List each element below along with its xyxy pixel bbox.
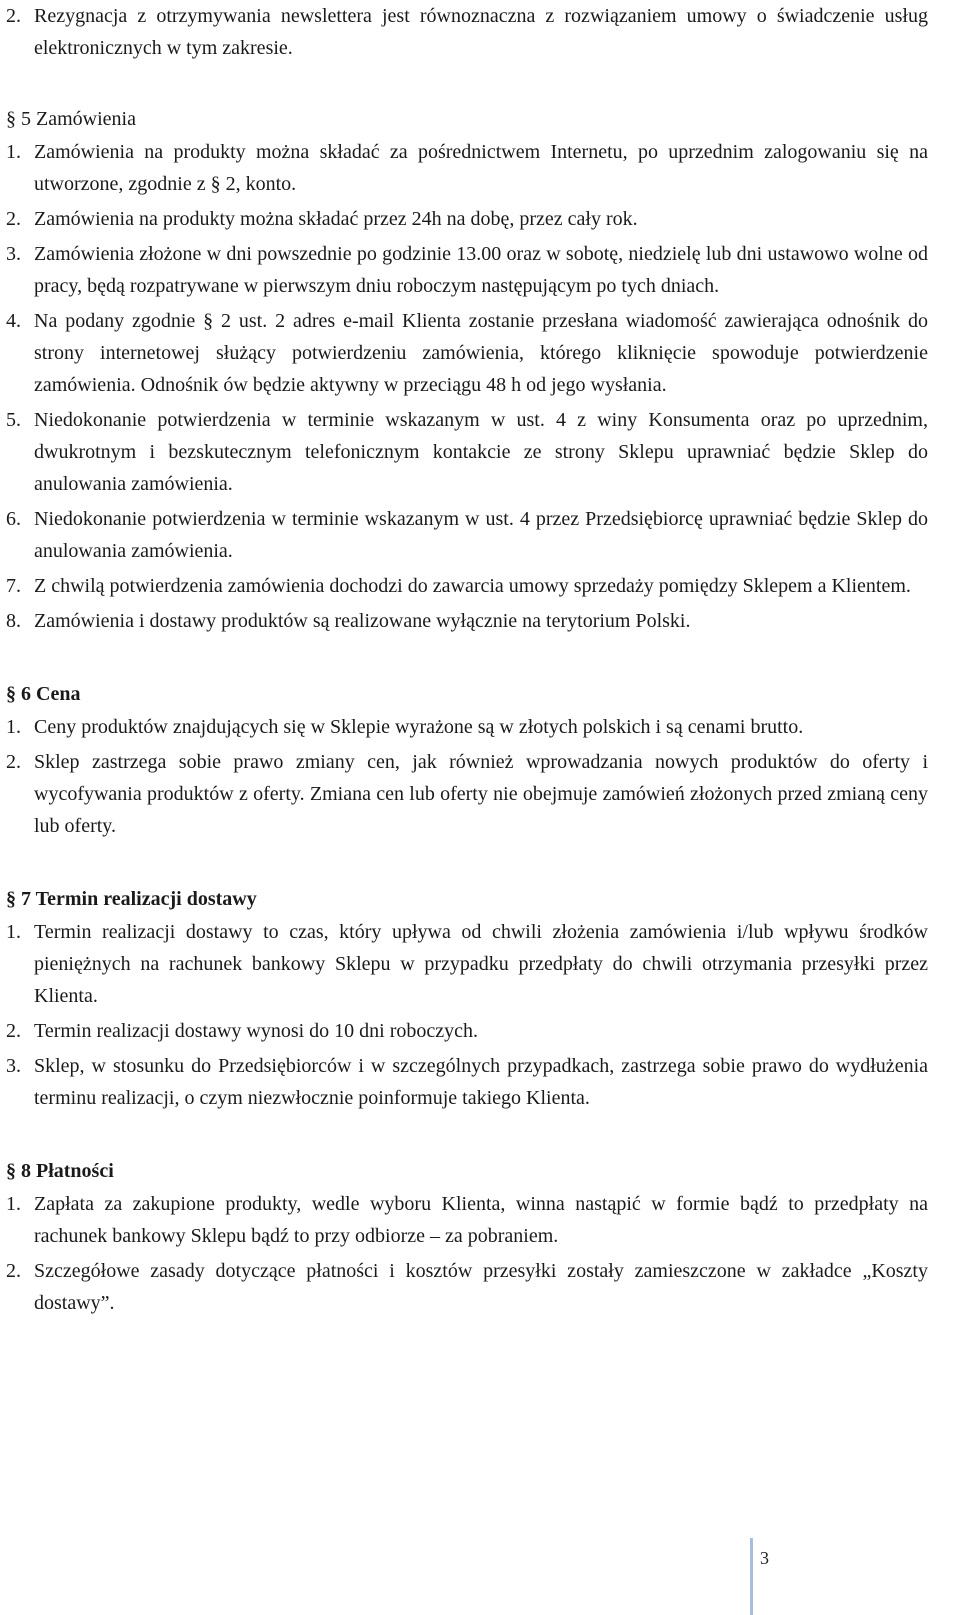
list-item-number: 8. xyxy=(6,610,21,632)
list-item xyxy=(6,1050,928,1114)
list-item xyxy=(6,1188,928,1252)
list-item-number: 3. xyxy=(6,243,21,265)
list-item-number: 4. xyxy=(6,310,21,332)
list-item xyxy=(6,238,928,302)
list-item-number: 1. xyxy=(6,1193,21,1215)
list-item-text: Rezygnacja z otrzymywania newslettera jest równoznaczna z rozwiązaniem umowy o świadczenie usług elektronicznych w tym zakresie. xyxy=(34,5,928,59)
list-item-number: 1. xyxy=(6,716,21,738)
list-item-text: Niedokonanie potwierdzenia w terminie wskazanym w ust. 4 z winy Konsumenta oraz po uprzednim, dwukrotnym i bezskutecznym telefonicznym kontakcie ze strony Sklepu uprawniać będzie Sklep do anulowania zamówienia. xyxy=(34,409,928,495)
list-item-text: Termin realizacji dostawy to czas, który upływa od chwili złożenia zamówienia i/lub wpływu środków pieniężnych na rachunek bankowy Sklepu w przypadku przedpłaty do chwili otrzymania przesyłki przez Klienta. xyxy=(34,921,928,1007)
list-item-number: 6. xyxy=(6,508,21,530)
list-item-text: Z chwilą potwierdzenia zamówienia dochodzi do zawarcia umowy sprzedaży pomiędzy Sklepem a Klientem. xyxy=(34,575,911,597)
list-item-number: 3. xyxy=(6,1055,21,1077)
list-item-number: 1. xyxy=(6,141,21,163)
list-item xyxy=(6,0,928,64)
list-item-number: 5. xyxy=(6,409,21,431)
footer-divider xyxy=(750,1538,753,1615)
list-item xyxy=(6,746,928,842)
list-item-number: 2. xyxy=(6,751,21,773)
list-item-text: Niedokonanie potwierdzenia w terminie wskazanym w ust. 4 przez Przedsiębiorcę uprawniać będzie Sklep do anulowania zamówienia. xyxy=(34,508,928,562)
list-item-text: Zamówienia złożone w dni powszednie po godzinie 13.00 oraz w sobotę, niedzielę lub dni ustawowo wolne od pracy, będą rozpatrywane w pierwszym dniu roboczym następującym po tych dniach. xyxy=(34,243,928,297)
list-item-text: Zamówienia i dostawy produktów są realizowane wyłącznie na terytorium Polski. xyxy=(34,610,691,632)
list-item xyxy=(6,711,928,743)
section-heading-8: § 8 Płatności xyxy=(6,1160,114,1182)
list-item xyxy=(6,305,928,401)
list-item-number: 2. xyxy=(6,5,21,27)
section-heading-5: § 5 Zamówienia xyxy=(6,108,136,130)
list-item xyxy=(6,570,928,602)
list-item-text: Zapłata za zakupione produkty, wedle wyboru Klienta, winna nastąpić w formie bądź to przedpłaty na rachunek bankowy Sklepu bądź to przy odbiorze – za pobraniem. xyxy=(34,1193,928,1247)
section-heading-7: § 7 Termin realizacji dostawy xyxy=(6,888,257,910)
list-item xyxy=(6,404,928,500)
list-item-number: 2. xyxy=(6,208,21,230)
list-item-text: Szczegółowe zasady dotyczące płatności i kosztów przesyłki zostały zamieszczone w zakładce „Koszty dostawy”. xyxy=(34,1260,928,1314)
list-item-text: Zamówienia na produkty można składać za pośrednictwem Internetu, po uprzednim zalogowaniu się na utworzone, zgodnie z § 2, konto. xyxy=(34,141,928,195)
list-item-text: Sklep zastrzega sobie prawo zmiany cen, jak również wprowadzania nowych produktów do oferty i wycofywania produktów z oferty. Zmiana cen lub oferty nie obejmuje zamówień złożonych przed zmianą ceny lub oferty. xyxy=(34,751,928,837)
list-item-text: Na podany zgodnie § 2 ust. 2 adres e-mail Klienta zostanie przesłana wiadomość zawierająca odnośnik do strony internetowej służący potwierdzeniu zamówienia, którego kliknięcie spowoduje potwierdzenie zamówienia. Odnośnik ów będzie aktywny w przeciągu 48 h od jego wysłania. xyxy=(34,310,928,396)
list-item xyxy=(6,1255,928,1319)
list-item-number: 2. xyxy=(6,1020,21,1042)
list-item xyxy=(6,136,928,200)
list-item-text: Zamówienia na produkty można składać przez 24h na dobę, przez cały rok. xyxy=(34,208,638,230)
list-item-text: Termin realizacji dostawy wynosi do 10 dni roboczych. xyxy=(34,1020,479,1042)
list-item-number: 2. xyxy=(6,1260,21,1282)
list-item xyxy=(6,503,928,567)
list-item-text: Ceny produktów znajdujących się w Sklepie wyrażone są w złotych polskich i są cenami brutto. xyxy=(34,716,804,738)
page-number: 3 xyxy=(760,1548,769,1568)
section-heading-6: § 6 Cena xyxy=(6,683,81,705)
list-item xyxy=(6,1015,928,1047)
list-item xyxy=(6,203,928,235)
list-item-number: 1. xyxy=(6,921,21,943)
list-item xyxy=(6,916,928,1012)
list-item-number: 7. xyxy=(6,575,21,597)
list-item xyxy=(6,605,928,637)
list-item-text: Sklep, w stosunku do Przedsiębiorców i w szczególnych przypadkach, zastrzega sobie prawo do wydłużenia terminu realizacji, o czym niezwłocznie poinformuje takiego Klienta. xyxy=(34,1055,928,1109)
